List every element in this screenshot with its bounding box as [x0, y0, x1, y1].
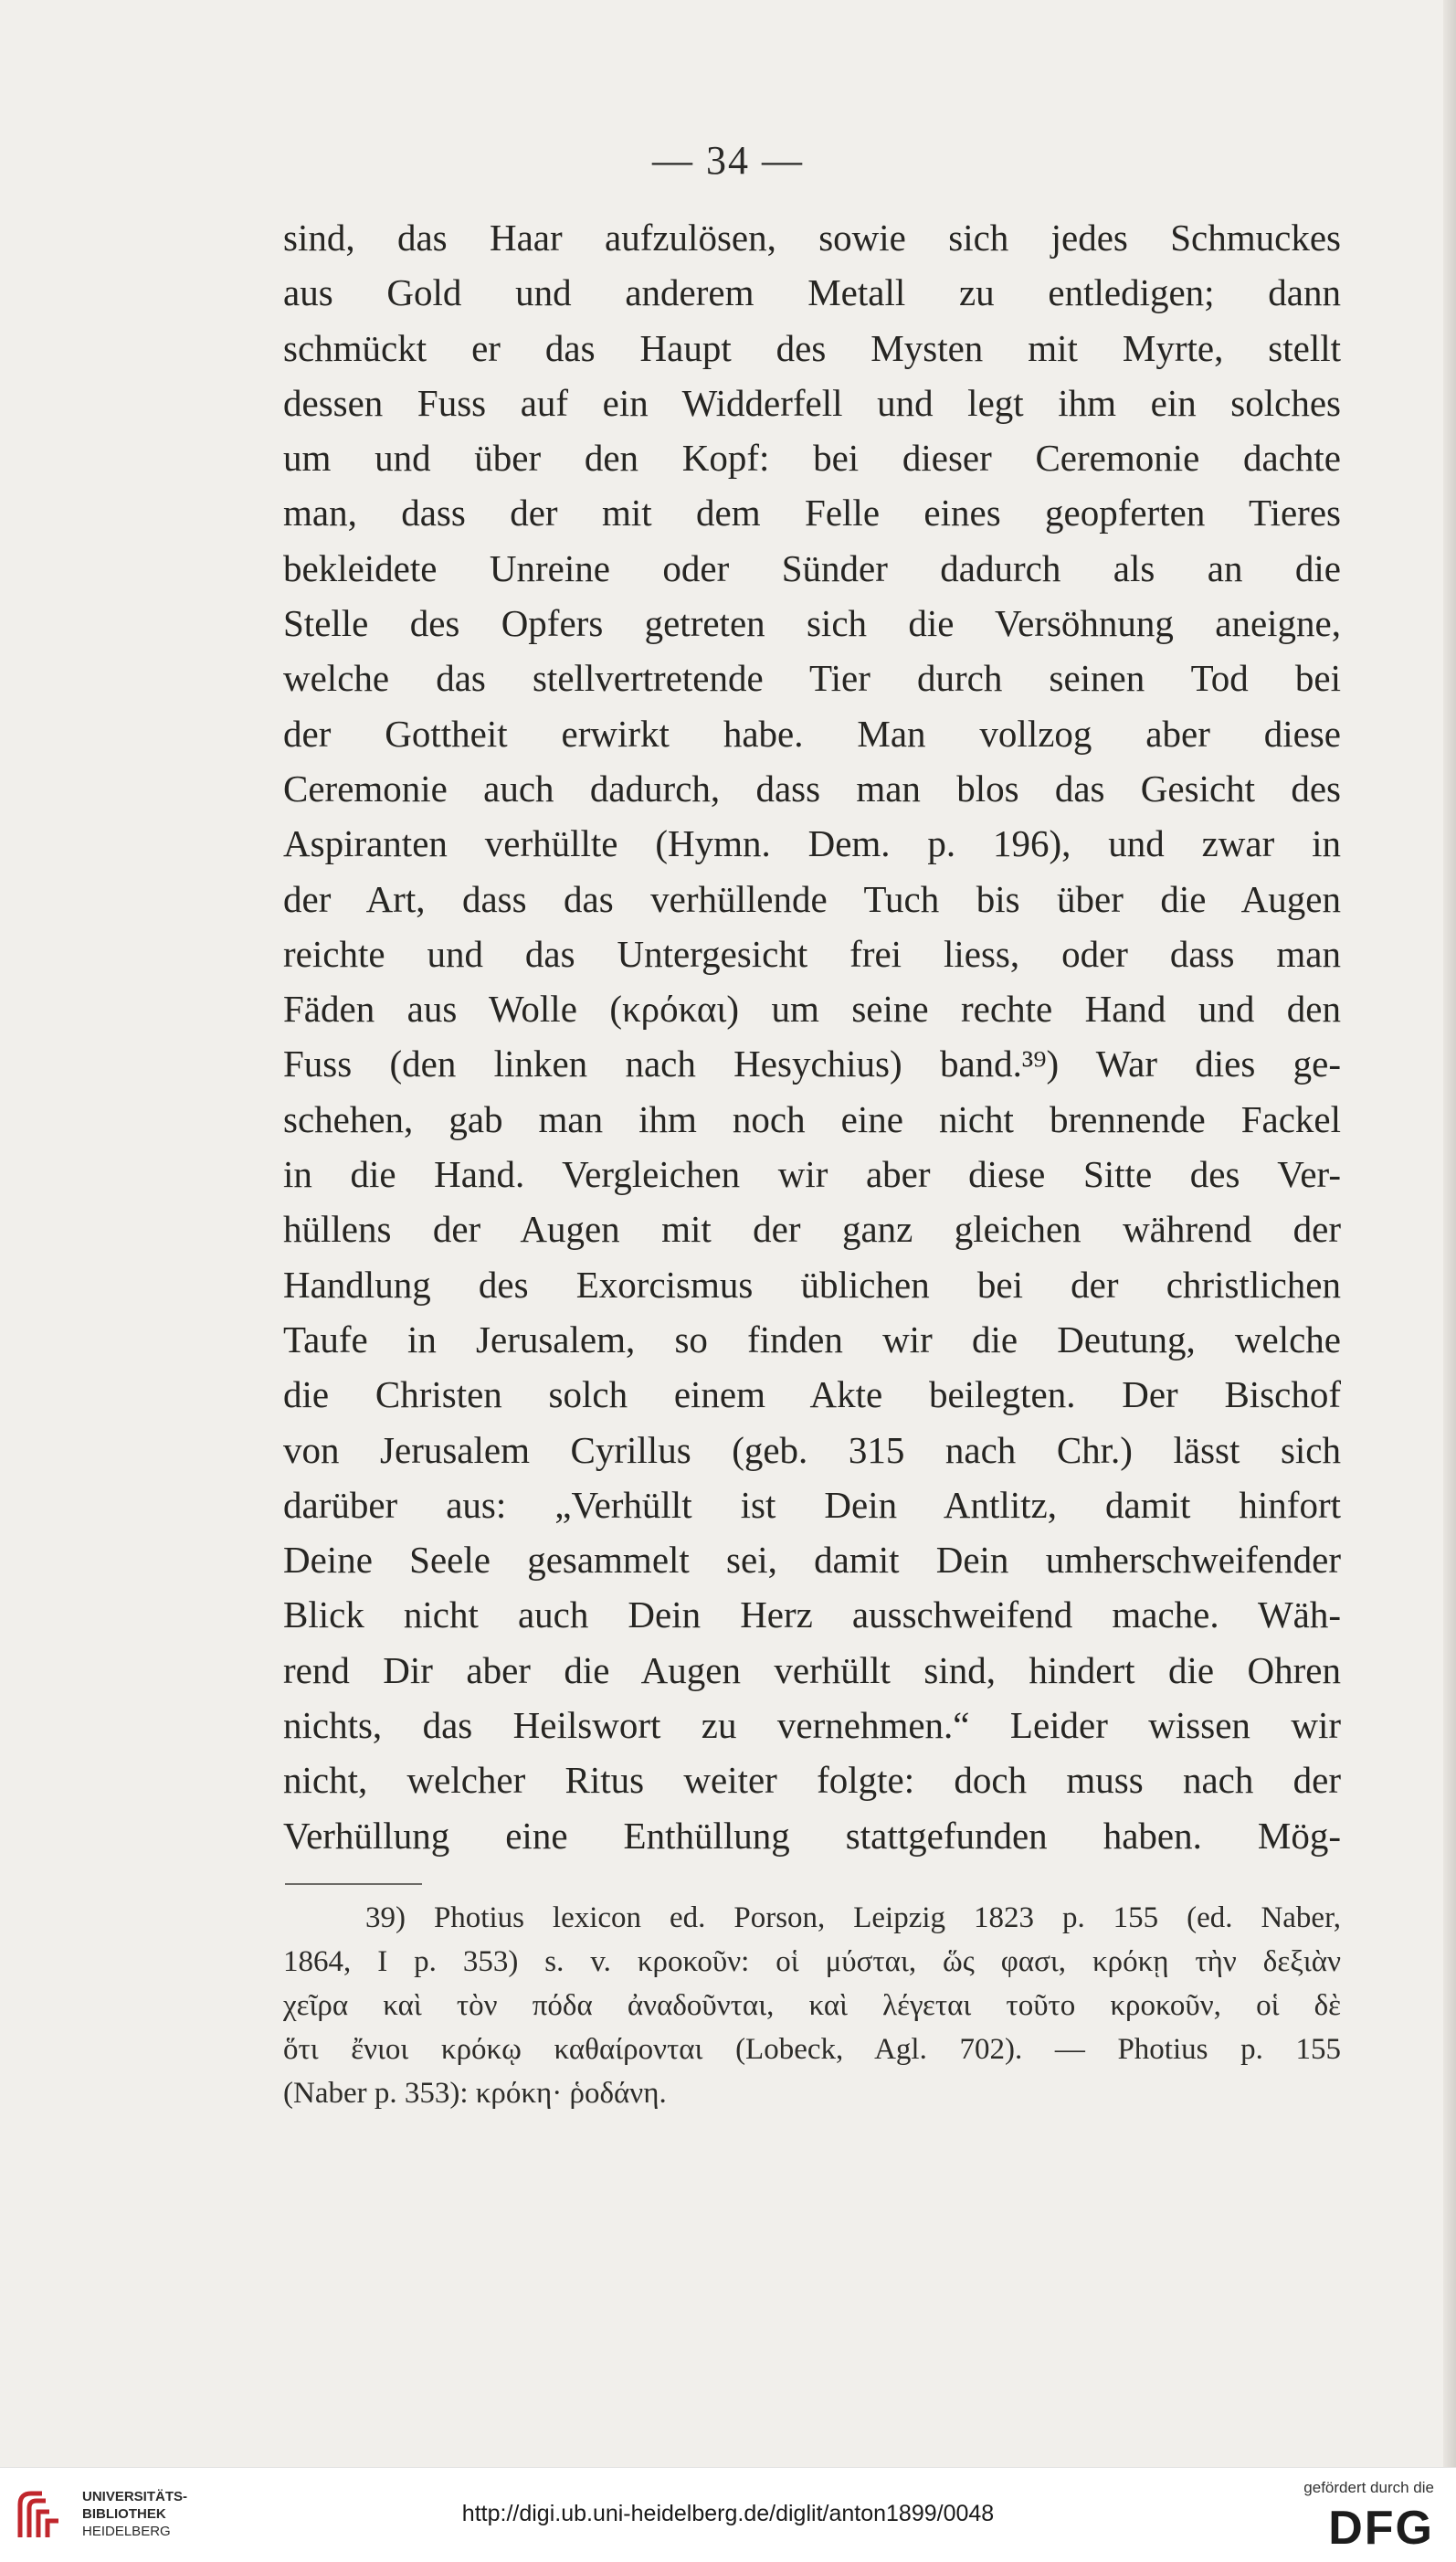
body-text — [283, 210, 1341, 1863]
body-line: bekleidete Unreine oder Sünder dadurch als an die — [283, 546, 1341, 589]
footnote-line: 39) Photius lexicon ed. Porson, Leipzig 1823 p. 155 (ed. Naber, — [365, 1901, 1341, 1934]
footnote-line: χεῖρα καὶ τὸν πόδα ἀναδοῦνται, καὶ λέγεται τοῦτο κροκοῦν, οἱ δὲ — [283, 1989, 1341, 2022]
body-line: der Art, dass das verhüllende Tuch bis über die Augen — [283, 877, 1341, 920]
body-line: Handlung des Exorcismus üblichen bei der christlichen — [283, 1263, 1341, 1306]
body-line: nicht, welcher Ritus weiter folgte: doch muss nach der — [283, 1759, 1341, 1802]
body-line: Fuss (den linken nach Hesychius) band.³⁹) War dies ge- — [283, 1043, 1341, 1085]
page-number: — 34 — — [652, 138, 804, 183]
body-line: Ceremonie auch dadurch, dass man blos das Gesicht des — [283, 767, 1341, 810]
page-edge-shadow — [1443, 0, 1456, 2467]
body-line: rend Dir aber die Augen verhüllt sind, hindert die Ohren — [283, 1648, 1341, 1691]
body-line: von Jerusalem Cyrillus (geb. 315 nach Chr.) lässt sich — [283, 1428, 1341, 1471]
body-line: der Gottheit erwirkt habe. Man vollzog aber diese — [283, 712, 1341, 755]
dfg-logo: DFG — [1328, 2502, 1434, 2555]
body-line: schehen, gab man ihm noch eine nicht brennende Fackel — [283, 1097, 1341, 1140]
body-line: die Christen solch einem Akte beilegten. Der Bischof — [283, 1373, 1341, 1416]
footnotes — [283, 1896, 1341, 2115]
footnote-divider — [285, 1883, 422, 1885]
funding-caption: gefördert durch die — [1303, 2479, 1434, 2496]
body-line: schmückt er das Haupt des Mysten mit Myrte, stellt — [283, 326, 1341, 369]
body-line: Aspiranten verhüllte (Hymn. Dem. p. 196), und zwar in — [283, 822, 1341, 865]
footnote-line: (Naber p. 353): κρόκη· ῥοδάνη. — [283, 2077, 667, 2110]
library-name-line: HEIDELBERG — [82, 2524, 171, 2539]
body-line: Verhüllung eine Enthüllung stattgefunden haben. Mög- — [283, 1814, 1341, 1857]
body-line: Blick nicht auch Dein Herz ausschweifend mache. Wäh- — [283, 1593, 1341, 1636]
body-line: darüber aus: „Verhüllt ist Dein Antlitz, damit hinfort — [283, 1483, 1341, 1526]
body-line: Stelle des Opfers getreten sich die Versöhnung aneigne, — [283, 602, 1341, 645]
library-name-line: BIBLIOTHEK — [82, 2506, 166, 2522]
footnote-line: ὅτι ἔνιοι κρόκῳ καθαίρονται (Lobeck, Agl. 702). — Photius p. 155 — [283, 2033, 1341, 2066]
body-line: man, dass der mit dem Felle eines geopferten Tieres — [283, 492, 1341, 535]
body-line: hüllens der Augen mit der ganz gleichen während der — [283, 1208, 1341, 1251]
body-line: Deine Seele gesammelt sei, damit Dein umherschweifender — [283, 1539, 1341, 1582]
library-name-line: UNIVERSITÄTS- — [82, 2489, 188, 2504]
body-line: Fäden aus Wolle (κρόκαι) um seine rechte Hand und den — [283, 988, 1341, 1031]
body-line: sind, das Haar aufzulösen, sowie sich jedes Schmuckes — [283, 217, 1341, 259]
body-line: nichts, das Heilswort zu vernehmen.“ Leider wissen wir — [283, 1704, 1341, 1747]
digitization-footer — [0, 2467, 1456, 2562]
body-line: Taufe in Jerusalem, so finden wir die Deutung, welche — [283, 1318, 1341, 1360]
body-line: reichte und das Untergesicht frei liess, oder dass man — [283, 932, 1341, 975]
body-line: um und über den Kopf: bei dieser Ceremonie dachte — [283, 437, 1341, 480]
body-line: welche das stellvertretende Tier durch seinen Tod bei — [283, 657, 1341, 700]
body-line: aus Gold und anderem Metall zu entledigen; dann — [283, 271, 1341, 314]
footnote-line: 1864, I p. 353) s. v. κροκοῦν: οἱ μύσται, ὥς φασι, κρόκῃ τὴν δεξιὰν — [283, 1945, 1341, 1978]
body-line: in die Hand. Vergleichen wir aber diese Sitte des Ver- — [283, 1153, 1341, 1196]
body-line: dessen Fuss auf ein Widderfell und legt ihm ein solches — [283, 381, 1341, 424]
permalink-url[interactable]: http://digi.ub.uni-heidelberg.de/diglit/anton1899/0048 — [461, 2501, 995, 2526]
